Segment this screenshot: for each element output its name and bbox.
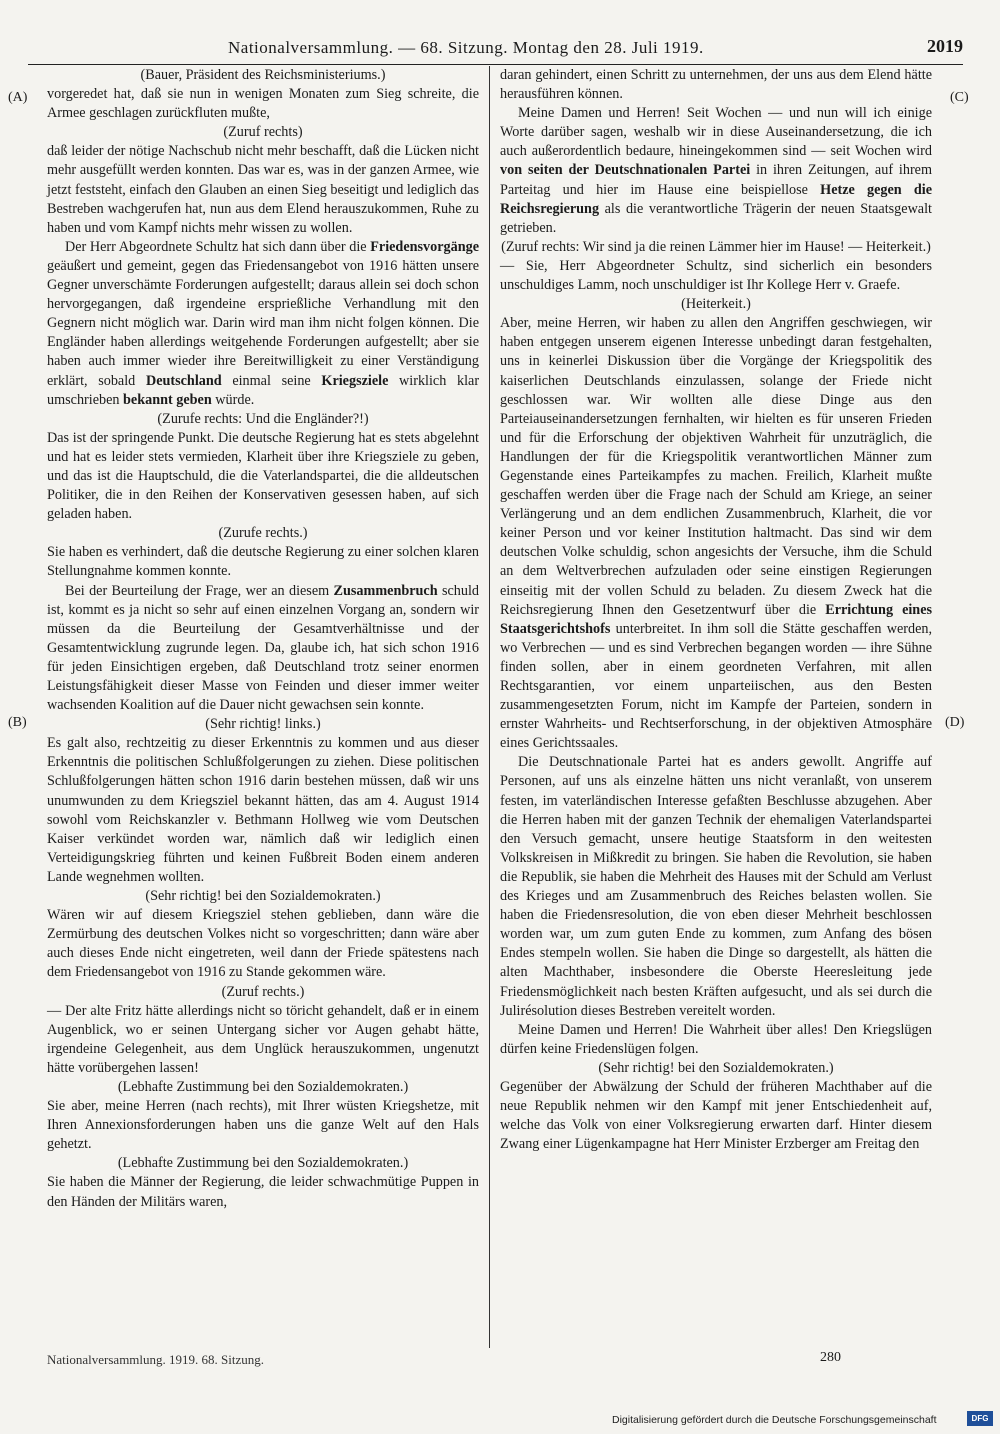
- interjection: (Zurufe rechts: Und die Engländer?!): [157, 410, 369, 427]
- column-divider: [489, 66, 490, 1348]
- paragraph: Der Herr Abgeordnete Schultz hat sich dann über die Friedensvorgänge geäußert und gemeint, gegen das Friedensangebot von 1916 hätten unsere Gegner unverschämte Forderungen aufgestellt; daraus allein sei doch schon hervorgegangen, daß irgendeine ersprießliche Verhandlung mit den Gegnern nicht möglich war. Darin wird man ihm nicht folgen können. Die Engländer haben allerdings weitgehende Forderungen aufgestellt; aber sie haben auch immer wieder ihre Bereitwilligkeit zu einer Verständigung erklärt, sobald Deutschland einmal seine Kriegsziele wirklich klar umschrieben bekannt geben würde.: [47, 238, 480, 408]
- digitization-credit: Digitalisierung gefördert durch die Deutsche Forschungsgemeinschaft: [612, 1414, 937, 1426]
- paragraph: Meine Damen und Herren! Die Wahrheit über alles! Den Kriegslügen dürfen keine Friedenslügen folgen.: [500, 1021, 932, 1057]
- margin-marker-c: (C): [950, 90, 969, 105]
- page-header: [28, 34, 963, 65]
- paragraph: Gegenüber der Abwälzung der Schuld der früheren Machthaber auf die neue Republik nehmen wir den Kampf mit jener Entschiedenheit auf, welche das Volk von einer Volksregierung erwarten darf. Hinter diesem Zwang einer Lügenkampagne hat Herr Minister Erzberger am Freitag den: [500, 1078, 932, 1153]
- page-number: 2019: [927, 36, 963, 56]
- paragraph: Es galt also, rechtzeitig zu dieser Erkenntnis zu kommen und aus dieser Erkenntnis die politischen Schlußfolgerungen zu ziehen. Diese politischen Schlußfolgerungen hätten schon 1916 darin bestehen müssen, daß wir uns unumwunden zu dem Kriegsziel bekannt hätten, das am 4. August 1914 sowohl vom Reichskanzler v. Bethmann Hollweg wie vom Deutschen Kaiser verkündet worden war, nämlich daß wir lediglich einen Verteidigungskrieg führten und keinen Fußbreit Boden einem anderen Lande wegnehmen wollten.: [47, 735, 479, 885]
- paragraph: Sie haben es verhindert, daß die deutsche Regierung zu einer solchen klaren Stellungnahme kommen konnte.: [47, 544, 479, 580]
- footer-page-number: 280: [820, 1350, 841, 1365]
- interjection: (Sehr richtig! bei den Sozialdemokraten.): [598, 1059, 834, 1076]
- paragraph: vorgeredet hat, daß sie nun in wenigen Monaten zum Sieg schreite, die Armee geschlagen zurückfluten mußte,: [47, 86, 479, 122]
- paragraph: Aber, meine Herren, wir haben zu allen den Angriffen geschwiegen, wir haben entgegen unserem eigenen Interesse unbedingt daran festgehalten, uns in keinerlei Diskussion über die Vorgänge der Kriegspolitik des kaiserlichen Deutschlands einzulassen, solange der Friede nicht geschlossen war. Wir wollten alle diese Dinge aus den Parteiauseinandersetzungen fernhalten, wir hielten es für unseren Frieden und für die Erforschung der objektiven Wahrheit für unzuträglich, die Handlungen der für die Kriegspolitik verantwortlichen Männer zum Gegenstande eines Parteikampfes zu machen. Freilich, Klarheit mußte geschaffen werden über die Frage nach der Schuld am Kriege, an seiner Verlängerung und an dem endlichen Zusammenbruch, Klarheit, die vor keiner Person und vor keiner Institution haltmacht. Das sind wir dem deutschen Volke schuldig, schon angesichts der Versuche, ihm die Schuld an dem Weltverbrechen aufzuladen oder seine einstigen Regierungen einseitig mit der vollen Schuld zu beladen. Zu diesem Zweck hat die Reichsregierung Ihnen den Gesetzentwurf über die Errichtung eines Staatsgerichtshofs unterbreitet. In ihm soll die Stätte geschaffen werden, wo Verbrechen — und es sind Verbrechen begangen worden — ihre Sühne finden sollen, aber in einem geordneten Verfahren, mit allen Rechtsgarantien, vor einem unparteiischen, aus den Besten zusammengesetzten Forum, nicht im Kampfe der Parteien, sondern in ernster Wahrheits- und Rechtserforschung, in der objektiven Atmosphäre eines Gerichtssaales.: [500, 315, 933, 752]
- interjection: (Zuruf rechts): [223, 124, 303, 141]
- paragraph: Sie aber, meine Herren (nach rechts), mit Ihrer wüsten Kriegshetze, mit Ihren Annexionsforderungen haben uns die ganze Welt auf den Hals gehetzt.: [47, 1098, 479, 1153]
- paragraph: Die Deutschnationale Partei hat es anders gewollt. Angriffe auf Personen, auf uns als einzelne hätten uns nicht veranlaßt, von unserem festen, im vaterländischen Interesse gefaßten Beschlusse abzugehen. Aber die Herren haben mit der ganzen Technik der ehemaligen Vaterlandspartei den Versuch gemacht, unsere heutige Staatsform in den weitesten Volkskreisen in Mißkredit zu bringen. Sie haben die Revolution, sie haben die Republik, sie haben die Mehrheit des Hauses mit der Schuld am Verlust des Krieges und am Zusammenbruch des Reiches belasten wollen. Sie haben die Friedensresolution, die von eben dieser Mehrheit beschlossen worden war, um zum guten Ende zu kommen, zum Anfang des bösen Endes stempeln wollen. Sie haben die Dinge so dargestellt, als hätten die alten Machthaber, insbesondere die Oberste Heeresleitung jede Friedensmöglichkeit nach besten Kräften aufgesucht, und als sei durch die Julirésolution dieses Bestreben vereitelt worden.: [500, 754, 932, 1019]
- interjection: (Zuruf rechts: Wir sind ja die reinen Lämmer hier im Hause! — Heiterkeit.): [501, 238, 931, 255]
- paragraph: Das ist der springende Punkt. Die deutsche Regierung hat es stets abgelehnt und hat es leider stets vermieden, Klarheit über ihre Kriegsziele zu geben, und das ist die Hauptschuld, die die Vaterlandspartei, die die alldeutschen Politiker, die in den Reihen der Konservativen gesessen haben, auf sich geladen haben.: [47, 429, 479, 523]
- paragraph: Bei der Beurteilung der Frage, wer an diesem Zusammenbruch schuld ist, kommt es ja nicht so sehr auf einen einzelnen Vorgang an, sondern wir müssen da die Beurteilung der Gesamtverhältnisse und der Gesamtentwicklung zugrunde legen. Da, glaube ich, hat sich schon 1916 für jeden Einsichtigen ergeben, daß Deutschland trotz seiner enormen Leistungsfähigkeit dieser Masse von Feinden und dieser immer weiter wachsenden Koalition auf die Dauer nicht gewachsen sein konnte.: [47, 582, 480, 714]
- footer-signature: Nationalversammlung. 1919. 68. Sitzung.: [47, 1352, 265, 1367]
- paragraph: Wären wir auf diesem Kriegsziel stehen geblieben, dann wäre die Zermürbung des deutschen Volkes nicht so vorgeschritten; dann wäre aber auch dieses Ende nicht eingetreten, weil dann der Friede spätestens nach dem Friedensangebot von 1916 zu Stande gekommen wäre.: [47, 907, 479, 981]
- interjection: (Zurufe rechts.): [218, 525, 308, 542]
- paragraph: — Sie, Herr Abgeordneter Schultz, sind sicherlich ein besonders unschuldiges Lamm, noch unschuldiger ist Ihr Kollege Herr v. Graefe.: [500, 257, 932, 294]
- margin-marker-a: (A): [8, 90, 28, 105]
- paragraph: daran gehindert, einen Schritt zu unternehmen, der uns aus dem Elend hätte herausführen können.: [500, 67, 932, 103]
- speaker-line: (Bauer, Präsident des Reichsministeriums.): [140, 67, 386, 83]
- paragraph: daß leider der nötige Nachschub nicht mehr beschafft, daß die Lücken nicht mehr ausgefüllt werden konnten. Das war es, was in der ganzen Armee, wie jetzt feststeht, einfach den Glauben an einen Sieg beseitigt und lediglich das Bestreben wachgerufen hat, nun aus dem Elend herauszukommen, Ruhe zu haben und vom Kampf nichts mehr wissen zu wollen.: [47, 143, 479, 236]
- right-column: [500, 66, 932, 1154]
- paragraph: Meine Damen und Herren! Seit Wochen — und nun will ich einige Worte darüber sagen, weshalb wir in diese Auseinandersetzung, die ich auch außerordentlich bedaure, hineingekommen sind — seit Wochen wird von seiten der Deutschnationalen Partei in ihren Zeitungen, auf ihrem Parteitag und hier im Hause eine beispiellose Hetze gegen die Reichsregierung als die verantwortliche Trägerin der neuen Staatsgewalt getrieben.: [500, 105, 933, 236]
- left-column: [47, 66, 479, 1212]
- header-title: Nationalversammlung. — 68. Sitzung. Montag den 28. Juli 1919.: [228, 38, 704, 57]
- interjection: (Sehr richtig! bei den Sozialdemokraten.): [145, 888, 381, 905]
- dfg-logo-icon: DFG: [967, 1411, 993, 1426]
- paragraph: — Der alte Fritz hätte allerdings nicht so töricht gehandelt, daß er in einem Augenblick, wo er seinen Untergang sicher vor Augen gehabt hätte, irgendeine Gelegenheit, aus dem Unglück herauszukommen, ungenutzt hätte vorübergehen lassen!: [47, 1002, 479, 1076]
- interjection: (Lebhafte Zustimmung bei den Sozialdemokraten.): [117, 1155, 409, 1172]
- interjection: (Zuruf rechts.): [221, 983, 305, 1000]
- interjection: (Heiterkeit.): [681, 296, 751, 313]
- interjection: (Sehr richtig! links.): [205, 716, 321, 733]
- margin-marker-b: (B): [8, 715, 27, 730]
- interjection: (Lebhafte Zustimmung bei den Sozialdemokraten.): [117, 1078, 409, 1095]
- paragraph: Sie haben die Männer der Regierung, die leider schwachmütige Puppen in den Händen der Militärs waren,: [47, 1174, 479, 1210]
- margin-marker-d: (D): [945, 715, 965, 730]
